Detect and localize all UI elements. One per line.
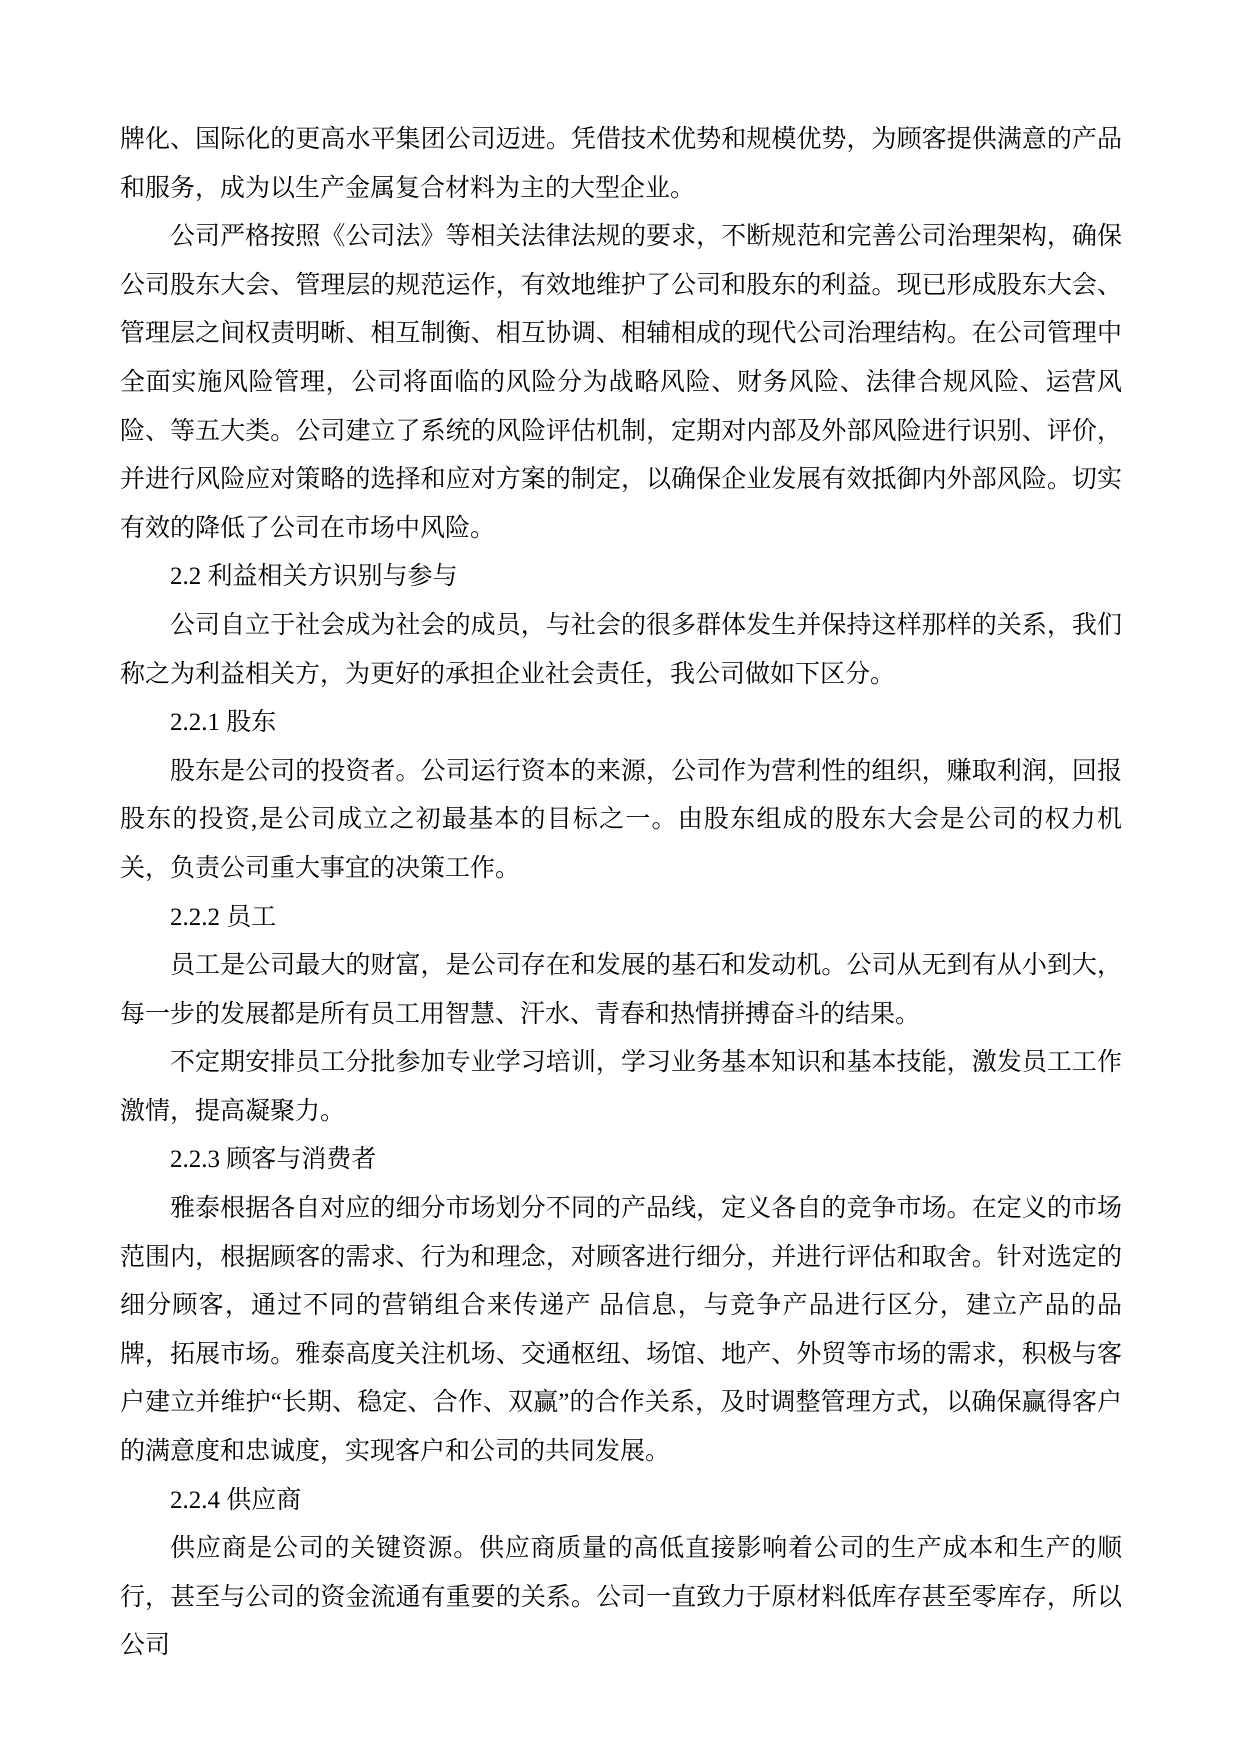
section-heading-2-2-2: 2.2.2 员工 [170,903,277,931]
paragraph-suppliers: 供应商是公司的关键资源。供应商质量的高低直接影响着公司的生产成本和生产的顺行，甚至与公司的资金流通有重要的关系。公司一直致力于原材料低库存甚至零库存，所以公司 [120,1535,1122,1660]
section-heading-2-2: 2.2 利益相关方识别与参与 [170,563,458,591]
section-heading-2-2-4: 2.2.4 供应商 [170,1486,302,1514]
paragraph-employees-1: 员工是公司最大的财富，是公司存在和发展的基石和发动机。公司从无到有从小到大，每一步的发展都是所有员工用智慧、汗水、青春和热情拼搏奋斗的结果。 [120,952,1122,1028]
section-heading-2-2-3: 2.2.3 顾客与消费者 [170,1146,377,1174]
paragraph-customers: 雅泰根据各自对应的细分市场划分不同的产品线，定义各自的竞争市场。在定义的市场范围内，根据顾客的需求、行为和理念，对顾客进行细分，并进行评估和取舍。针对选定的细分顾客，通过不同的营销组合来传递产 品信息，与竞争产品进行区分，建立产品的品牌，拓展市场。雅泰高度关注机场、交通枢纽、场馆、地产、外贸等市场的需求，积极与客户建立并维护“长期、稳定、合作、双赢”的合作关系，及时调整管理方式，以确保赢得客户的满意度和忠诚度，实现客户和公司的共同发展。 [120,1195,1122,1466]
paragraph-stakeholders-intro: 公司自立于社会成为社会的成员，与社会的很多群体发生并保持这样那样的关系，我们称之为利益相关方，为更好的承担企业社会责任，我公司做如下区分。 [120,611,1122,688]
document-body [120,116,1122,1671]
paragraph-shareholders: 股东是公司的投资者。公司运行资本的来源，公司作为营利性的组织，赚取利润，回报股东的投资,是公司成立之初最基本的目标之一。由股东组成的股东大会是公司的权力机关，负责公司重大事宜的决策工作。 [120,757,1122,882]
paragraph-employees-2: 不定期安排员工分批参加专业学习培训，学习业务基本知识和基本技能，激发员工工作激情，提高凝聚力。 [120,1049,1122,1125]
paragraph-continuation: 牌化、国际化的更高水平集团公司迈进。凭借技术优势和规模优势，为顾客提供满意的产品和服务，成为以生产金属复合材料为主的大型企业。 [120,126,1122,202]
paragraph-governance: 公司严格按照《公司法》等相关法律法规的要求，不断规范和完善公司治理架构，确保公司股东大会、管理层的规范运作，有效地维护了公司和股东的利益。现已形成股东大会、管理层之间权责明晰、相互制衡、相互协调、相辅相成的现代公司治理结构。在公司管理中全面实施风险管理，公司将面临的风险分为战略风险、财务风险、法律合规风险、运营风险、等五大类。公司建立了系统的风险评估机制，定期对内部及外部风险进行识别、评价，并进行风险应对策略的选择和应对方案的制定，以确保企业发展有效抵御内外部风险。切实有效的降低了公司在市场中风险。 [120,223,1122,542]
section-heading-2-2-1: 2.2.1 股东 [170,709,277,737]
